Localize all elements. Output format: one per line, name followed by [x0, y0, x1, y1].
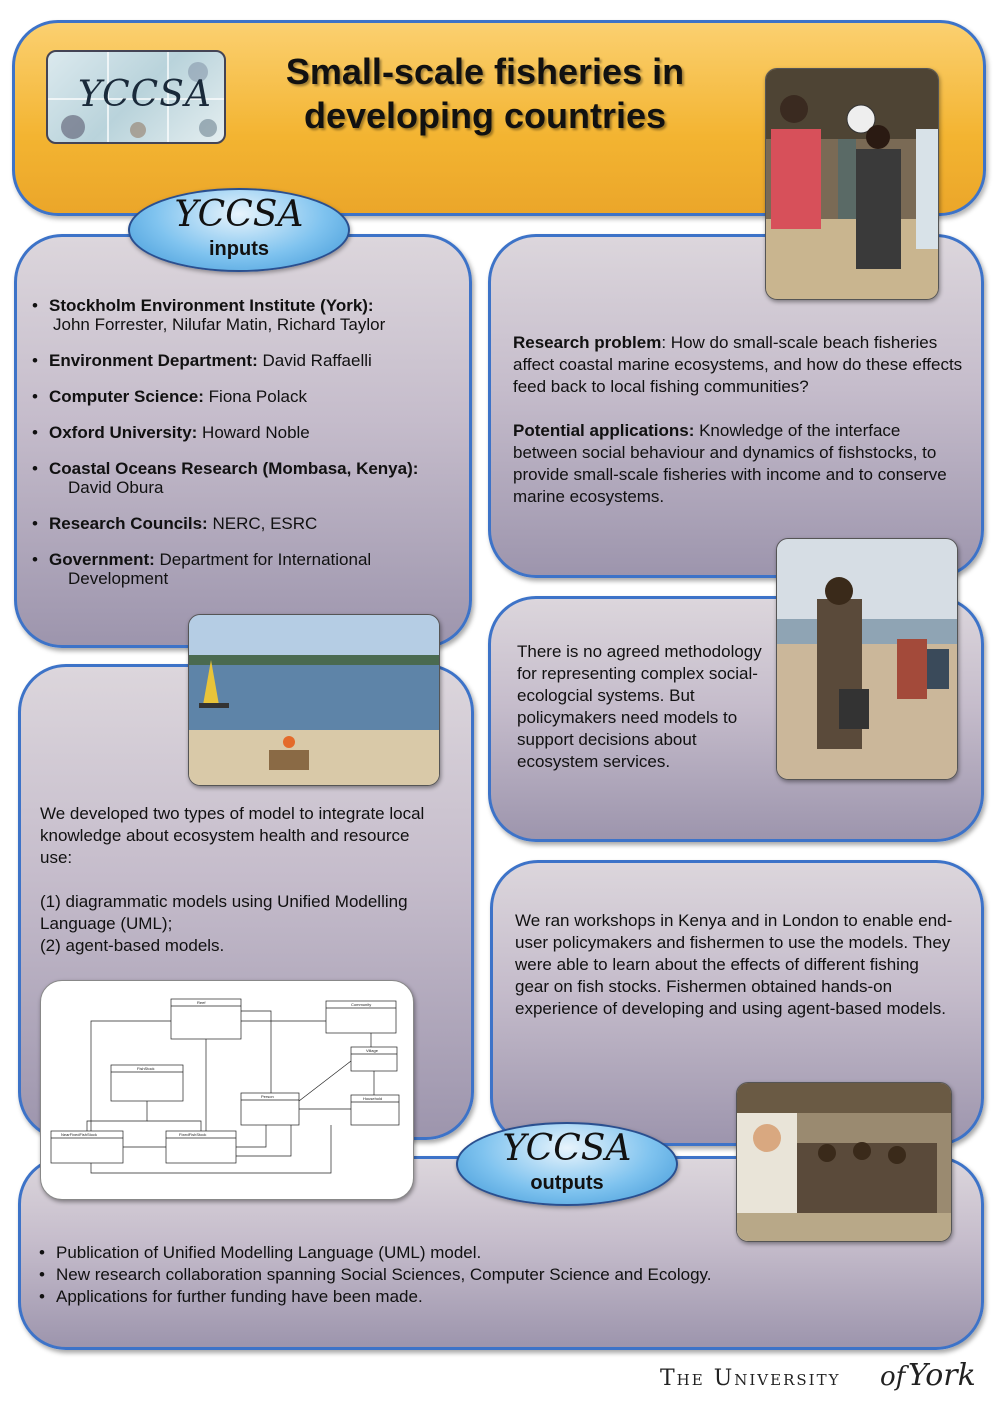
workshop-icon — [737, 1083, 951, 1241]
uml-class-household: Household — [363, 1096, 383, 1101]
workshops-text: We ran workshops in Kenya and in London to enable end-user policymakers and fishermen to use the models. They were able to learn about the effects of different fishing gear on fish stocks. Fishermen obtained hands-on experience of developing and using agent-based models. — [515, 911, 953, 1018]
uml-class-person: Person — [261, 1094, 274, 1099]
outputs-list — [37, 1242, 937, 1308]
logo-text: YCCSA — [78, 74, 212, 115]
list-item: • Environment Department: David Raffaelli — [30, 351, 460, 370]
inputs-badge: YCCSA inputs — [128, 188, 350, 272]
list-item: • Computer Science: Fiona Polack — [30, 387, 460, 406]
beach-sailboat-icon — [189, 615, 439, 785]
university-of-york-logo: The University of York — [660, 1358, 976, 1393]
list-item: • Publication of Unified Modelling Language (UML) model. — [37, 1242, 937, 1264]
outputs-badge: YCCSA outputs — [456, 1122, 678, 1206]
yccsa-logo — [46, 50, 226, 144]
uml-class-village: Village — [366, 1048, 378, 1053]
uml-diagram-icon — [41, 981, 413, 1199]
woman-beach-photo — [776, 538, 958, 780]
potential-applications: Potential applications: Knowledge of the interface between social behaviour and dynamics of fishstocks, to provide small-scale fisheries with income and to conserve marine ecosystems. — [513, 421, 947, 506]
methodology-text: There is no agreed methodology for representing complex social-ecologcial systems. But policymakers need models to support decisions about ecosystem services. — [517, 642, 762, 771]
models-intro: We developed two types of model to integrate local knowledge about ecosystem health and resource use: — [40, 804, 425, 867]
uml-class-community: Community — [351, 1002, 372, 1007]
list-item: • Applications for further funding have been made. — [37, 1286, 937, 1308]
uml-class-nearfixedfishstock: NearFixedFishStock — [61, 1132, 98, 1137]
fishermen-scale-icon — [766, 69, 938, 299]
beach-sailboat-photo — [188, 614, 440, 786]
list-item: • Oxford University: Howard Noble — [30, 423, 460, 442]
woman-beach-icon — [777, 539, 957, 779]
uml-class-fixedfishstock: FixedFishStock — [179, 1132, 207, 1137]
research-problem: Research problem: How do small-scale beach fisheries affect coastal marine ecosystems, and how do these effects feed back to local fishing communities? — [513, 333, 963, 396]
list-item: • Government: Department for International Development — [30, 550, 460, 588]
list-item: • Stockholm Environment Institute (York): John Forrester, Nilufar Matin, Richard Taylor — [30, 296, 460, 334]
models-item-1: (1) diagrammatic models using Unified Modelling Language (UML); — [40, 892, 408, 933]
page-title: Small-scale fisheries in developing countries — [285, 51, 685, 136]
uml-class-fishstock: FishStock — [137, 1066, 155, 1071]
uml-class-reef: Reef — [197, 1000, 206, 1005]
models-item-2: (2) agent-based models. — [40, 936, 225, 955]
list-item: • Research Councils: NERC, ESRC — [30, 514, 460, 533]
list-item: • New research collaboration spanning Social Sciences, Computer Science and Ecology. — [37, 1264, 937, 1286]
list-item: • Coastal Oceans Research (Mombasa, Kenya): David Obura — [30, 459, 460, 497]
workshop-photo — [736, 1082, 952, 1242]
fishermen-scale-photo — [765, 68, 939, 300]
inputs-list — [30, 296, 460, 588]
uml-diagram — [40, 980, 414, 1200]
